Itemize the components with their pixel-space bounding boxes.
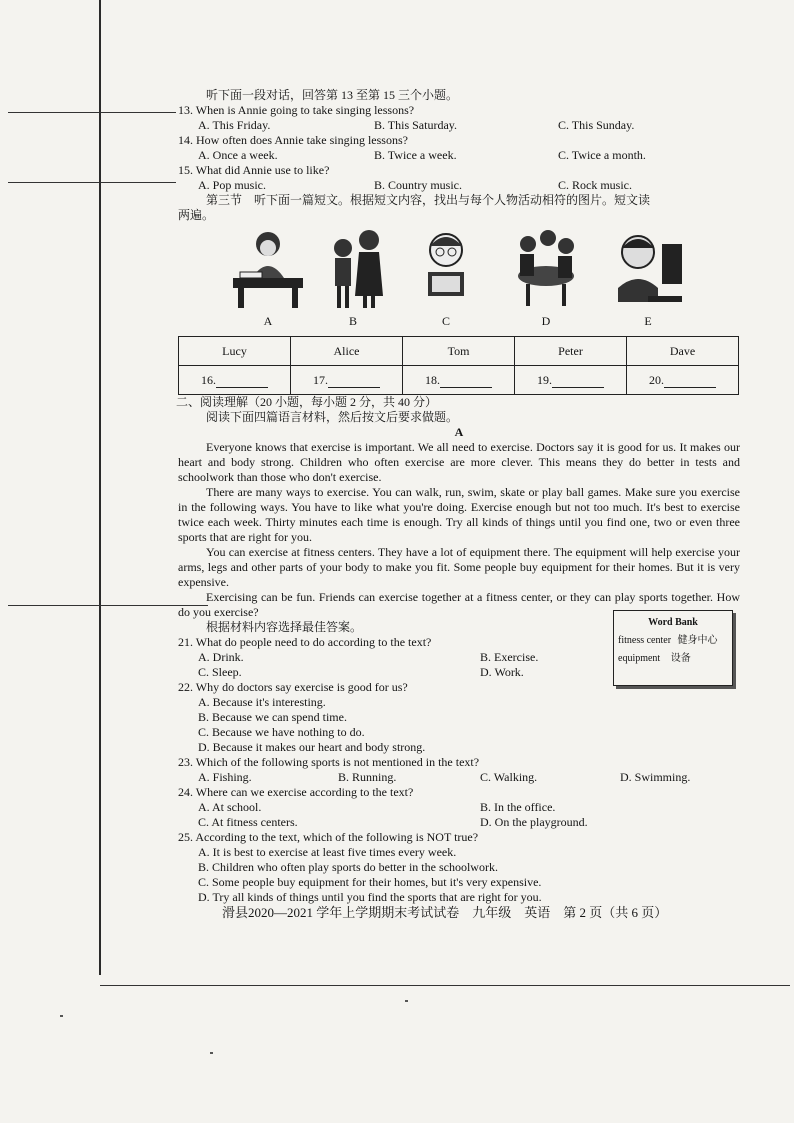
picture-label: E — [644, 314, 652, 328]
picture-a-calligraphy — [228, 226, 308, 312]
picture-e-computer — [608, 226, 688, 312]
option: A. Drink. — [198, 650, 244, 664]
picture-c-reading — [406, 226, 486, 312]
option: D. Try all kinds of things until you find the sports that are right for you. — [198, 890, 542, 904]
option: C. Sleep. — [198, 665, 242, 679]
picture-label: D — [541, 314, 551, 328]
option: B. This Saturday. — [374, 118, 457, 132]
option: B. Exercise. — [480, 650, 539, 664]
option: C. Walking. — [480, 770, 538, 784]
question-text: 13. When is Annie going to take singing lessons? — [178, 103, 415, 117]
listening-question-13 — [178, 103, 740, 133]
passage-paragraph: Exercising can be fun. Friends can exercise together at a fitness center, or they can play sports together. How do you exercise? — [178, 590, 740, 619]
picture-d-group — [506, 226, 586, 312]
answer-blank[interactable] — [664, 375, 716, 388]
answer-number: 18. — [425, 372, 440, 387]
option: D. On the playground. — [480, 815, 588, 829]
scan-speck — [60, 1015, 63, 1017]
option: D. Swimming. — [620, 770, 691, 784]
answer-number: 20. — [649, 372, 664, 387]
option: A. Pop music. — [198, 178, 267, 192]
listening-intro: 听下面一段对话，回答第 13 至第 15 三个小题。 — [206, 88, 459, 102]
word-bank-english: fitness center — [618, 635, 672, 646]
reading-question-25 — [178, 830, 740, 905]
option: B. In the office. — [480, 800, 556, 814]
answer-cell[interactable] — [515, 366, 627, 395]
word-bank-title: Word Bank — [648, 617, 698, 628]
answer-cell[interactable] — [291, 366, 403, 395]
question-text: 25. According to the text, which of the following is NOT true? — [178, 830, 479, 844]
answer-blank[interactable] — [328, 375, 380, 388]
section3-instruction-cont: 两遍。 — [178, 208, 215, 222]
word-bank-entry — [614, 650, 732, 668]
option: A. Once a week. — [198, 148, 278, 162]
option: D. Work. — [480, 665, 524, 679]
picture-b-girls — [313, 226, 393, 312]
answer-number: 17. — [313, 372, 328, 387]
option: B. Country music. — [374, 178, 463, 192]
table-name-cell: Dave — [627, 337, 739, 366]
listening-question-15 — [178, 163, 740, 193]
table-name-cell: Lucy — [179, 337, 291, 366]
option: B. Running. — [338, 770, 397, 784]
option: B. Children who often play sports do better in the schoolwork. — [198, 860, 498, 874]
picture-label: B — [348, 314, 357, 328]
answer-blank[interactable] — [216, 375, 268, 388]
listening-question-14 — [178, 133, 740, 163]
picture-label: A — [263, 314, 273, 328]
question-text: 23. Which of the following sports is not mentioned in the text? — [178, 755, 480, 769]
reading-heading: 二、阅读理解（20 小题，每小题 2 分，共 40 分） — [176, 395, 438, 409]
page-footer: 滑县2020—2021 学年上学期期末考试试卷 九年级 英语 第 2 页（共 6 页） — [222, 905, 668, 920]
table-name-cell: Tom — [403, 337, 515, 366]
table-name-cell: Peter — [515, 337, 627, 366]
passage-paragraph: You can exercise at fitness centers. They have a lot of equipment there. The equipment will help exercise your arms, legs and other parts of your body to make you fit. Some people buy equipment for their homes. But it is very expensive. — [178, 545, 740, 589]
cut-line — [100, 985, 790, 986]
answer-number: 19. — [537, 372, 552, 387]
option: A. It is best to exercise at least five times every week. — [198, 845, 457, 859]
cut-line — [8, 182, 176, 183]
cut-line — [8, 112, 176, 113]
word-bank-chinese: 设备 — [670, 653, 691, 664]
answer-cell[interactable] — [627, 366, 739, 395]
answer-cell[interactable] — [179, 366, 291, 395]
passage-paragraph: Everyone knows that exercise is important. We all need to exercise. Doctors say it is good for us. It makes our heart and body strong. Children who often exercise are more clever. This means they do better in tests and schoolwork than those who don't exercise. — [178, 440, 740, 484]
choose-instruction: 根据材料内容选择最佳答案。 — [206, 620, 363, 634]
scan-speck — [210, 1052, 213, 1054]
word-bank — [613, 610, 733, 686]
word-bank-entry — [614, 632, 732, 650]
word-bank-english: equipment — [618, 653, 661, 664]
passage-label: A — [454, 425, 464, 439]
question-text: 22. Why do doctors say exercise is good for us? — [178, 680, 408, 694]
reading-instruction: 阅读下面四篇语言材料，然后按文后要求做题。 — [206, 410, 459, 424]
question-text: 21. What do people need to do according to the text? — [178, 635, 432, 649]
option: C. This Sunday. — [558, 118, 635, 132]
option: C. Some people buy equipment for their homes, but it's very expensive. — [198, 875, 542, 889]
option: A. This Friday. — [198, 118, 271, 132]
exam-content — [178, 88, 740, 905]
option: A. At school. — [198, 800, 262, 814]
option: D. Because it makes our heart and body strong. — [198, 740, 426, 754]
reading-question-23 — [178, 755, 740, 785]
table-name-cell: Alice — [291, 337, 403, 366]
answer-blank[interactable] — [552, 375, 604, 388]
option: A. Because it's interesting. — [198, 695, 326, 709]
picture-label: C — [441, 314, 450, 328]
question-text: 15. What did Annie use to like? — [178, 163, 330, 177]
option: C. At fitness centers. — [198, 815, 298, 829]
binding-line — [99, 0, 101, 975]
option: B. Twice a week. — [374, 148, 457, 162]
answer-cell[interactable] — [403, 366, 515, 395]
scan-speck — [405, 1000, 408, 1002]
option: B. Because we can spend time. — [198, 710, 347, 724]
matching-table — [178, 336, 739, 395]
option: C. Rock music. — [558, 178, 632, 192]
question-text: 24. Where can we exercise according to the text? — [178, 785, 414, 799]
reading-question-22 — [178, 680, 740, 755]
answer-number: 16. — [201, 372, 216, 387]
passage-paragraph: There are many ways to exercise. You can walk, run, swim, skate or play ball games. Make sure you exercise in the following ways. You have to like what you're doing. Exercise enough but not too much. It's best to exercise twice each week. Thirty minutes each time is enough. Try all kinds of things until you find one, two or even three sports that are right for you. — [178, 485, 740, 544]
word-bank-chinese: 健身中心 — [677, 635, 718, 646]
question-text: 14. How often does Annie take singing lessons? — [178, 133, 408, 147]
reading-question-24 — [178, 785, 740, 830]
answer-blank[interactable] — [440, 375, 492, 388]
option: C. Because we have nothing to do. — [198, 725, 365, 739]
picture-row — [178, 226, 740, 334]
option: C. Twice a month. — [558, 148, 646, 162]
option: A. Fishing. — [198, 770, 252, 784]
section3-instruction: 第三节 听下面一篇短文。根据短文内容，找出与每个人物活动相符的图片。短文读 — [206, 193, 651, 207]
